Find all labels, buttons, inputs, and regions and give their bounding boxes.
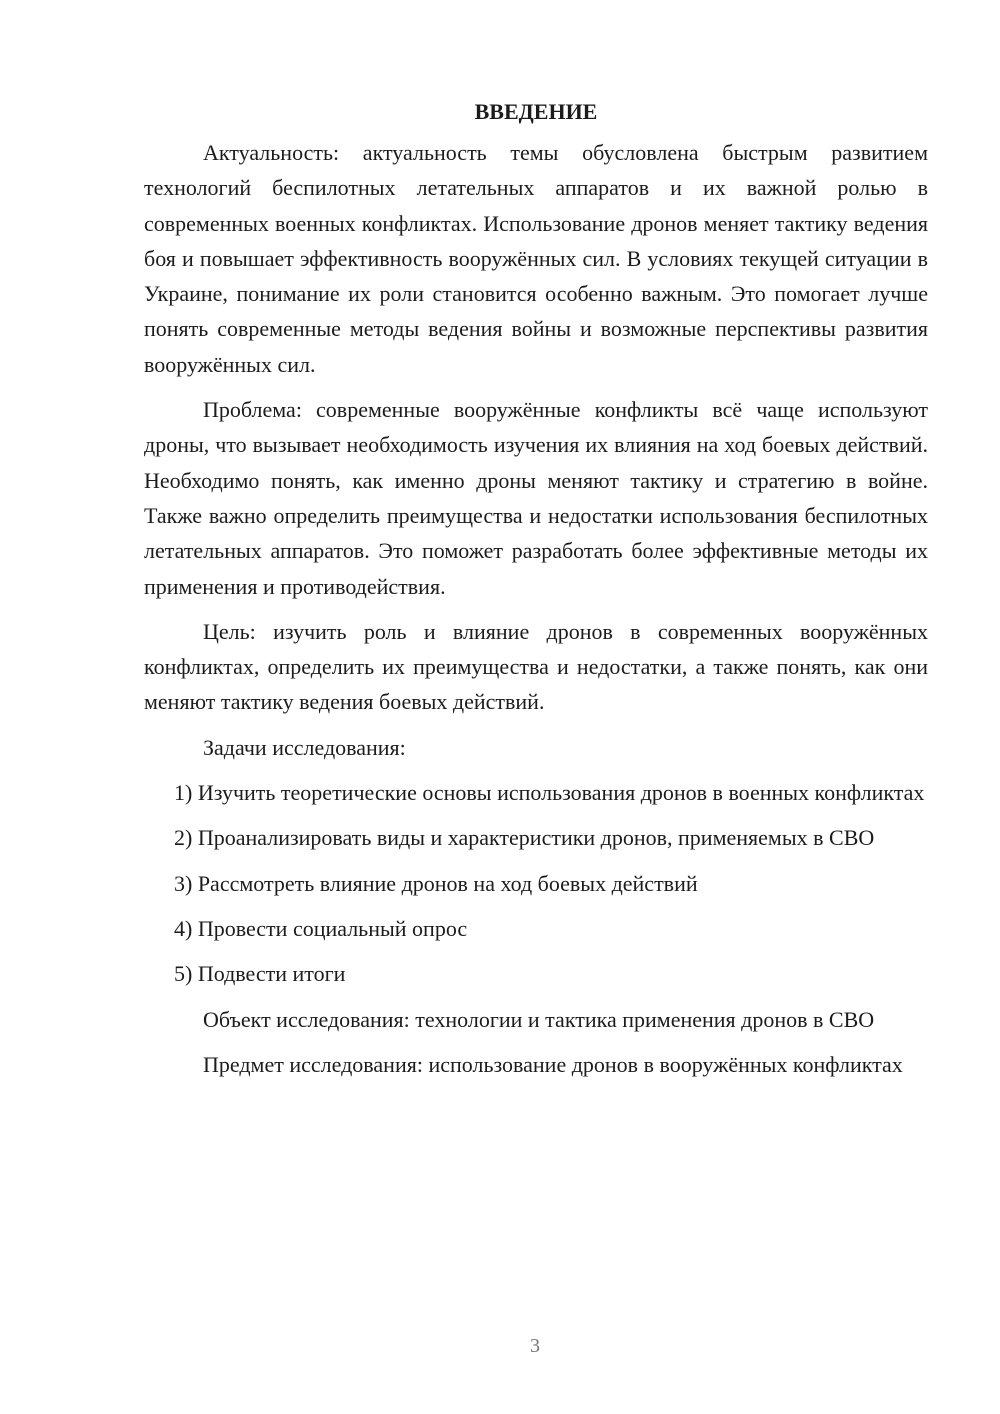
problem-paragraph: Проблема: современные вооружённые конфликты всё чаще используют дроны, что вызывает необходимость изучения их влияния на ход боевых действий. Необходимо понять, как именно дроны меняют тактику и стратегию в войне. Также важно определить преимущества и недостатки использования беспилотных летательных аппаратов. Это поможет разработать более эффективные методы их применения и противодействия. xyxy=(144,397,928,599)
tasks-heading: Задачи исследования: xyxy=(203,734,406,760)
task-item-3: 3) Рассмотреть влияние дронов на ход боевых действий xyxy=(174,870,698,896)
task-item-1: 1) Изучить теоретические основы использования дронов в военных конфликтах xyxy=(174,780,925,806)
page-number: 3 xyxy=(530,1335,540,1357)
subject-paragraph: Предмет исследования: использование дронов в вооружённых конфликтах xyxy=(203,1051,903,1077)
relevance-paragraph: Актуальность: актуальность темы обусловлена быстрым развитием технологий беспилотных летательных аппаратов и их важной ролью в современных военных конфликтах. Использование дронов меняет тактику ведения боя и повышает эффективность вооружённых сил. В условиях текущей ситуации в Украине, понимание их роли становится особенно важным. Это помогает лучше понять современные методы ведения войны и возможные перспективы развития вооружённых сил. xyxy=(144,140,928,377)
goal-paragraph: Цель: изучить роль и влияние дронов в современных вооружённых конфликтах, определить их преимущества и недостатки, а также понять, как они меняют тактику ведения боевых действий. xyxy=(144,618,928,715)
object-paragraph: Объект исследования: технологии и тактика применения дронов в СВО xyxy=(203,1006,875,1032)
task-item-2: 2) Проанализировать виды и характеристики дронов, применяемых в СВО xyxy=(174,825,875,851)
page-content xyxy=(144,94,928,1092)
task-item-4: 4) Провести социальный опрос xyxy=(174,915,468,941)
page-title: ВВЕДЕНИЕ xyxy=(474,99,598,124)
task-item-5: 5) Подвести итоги xyxy=(174,961,346,987)
